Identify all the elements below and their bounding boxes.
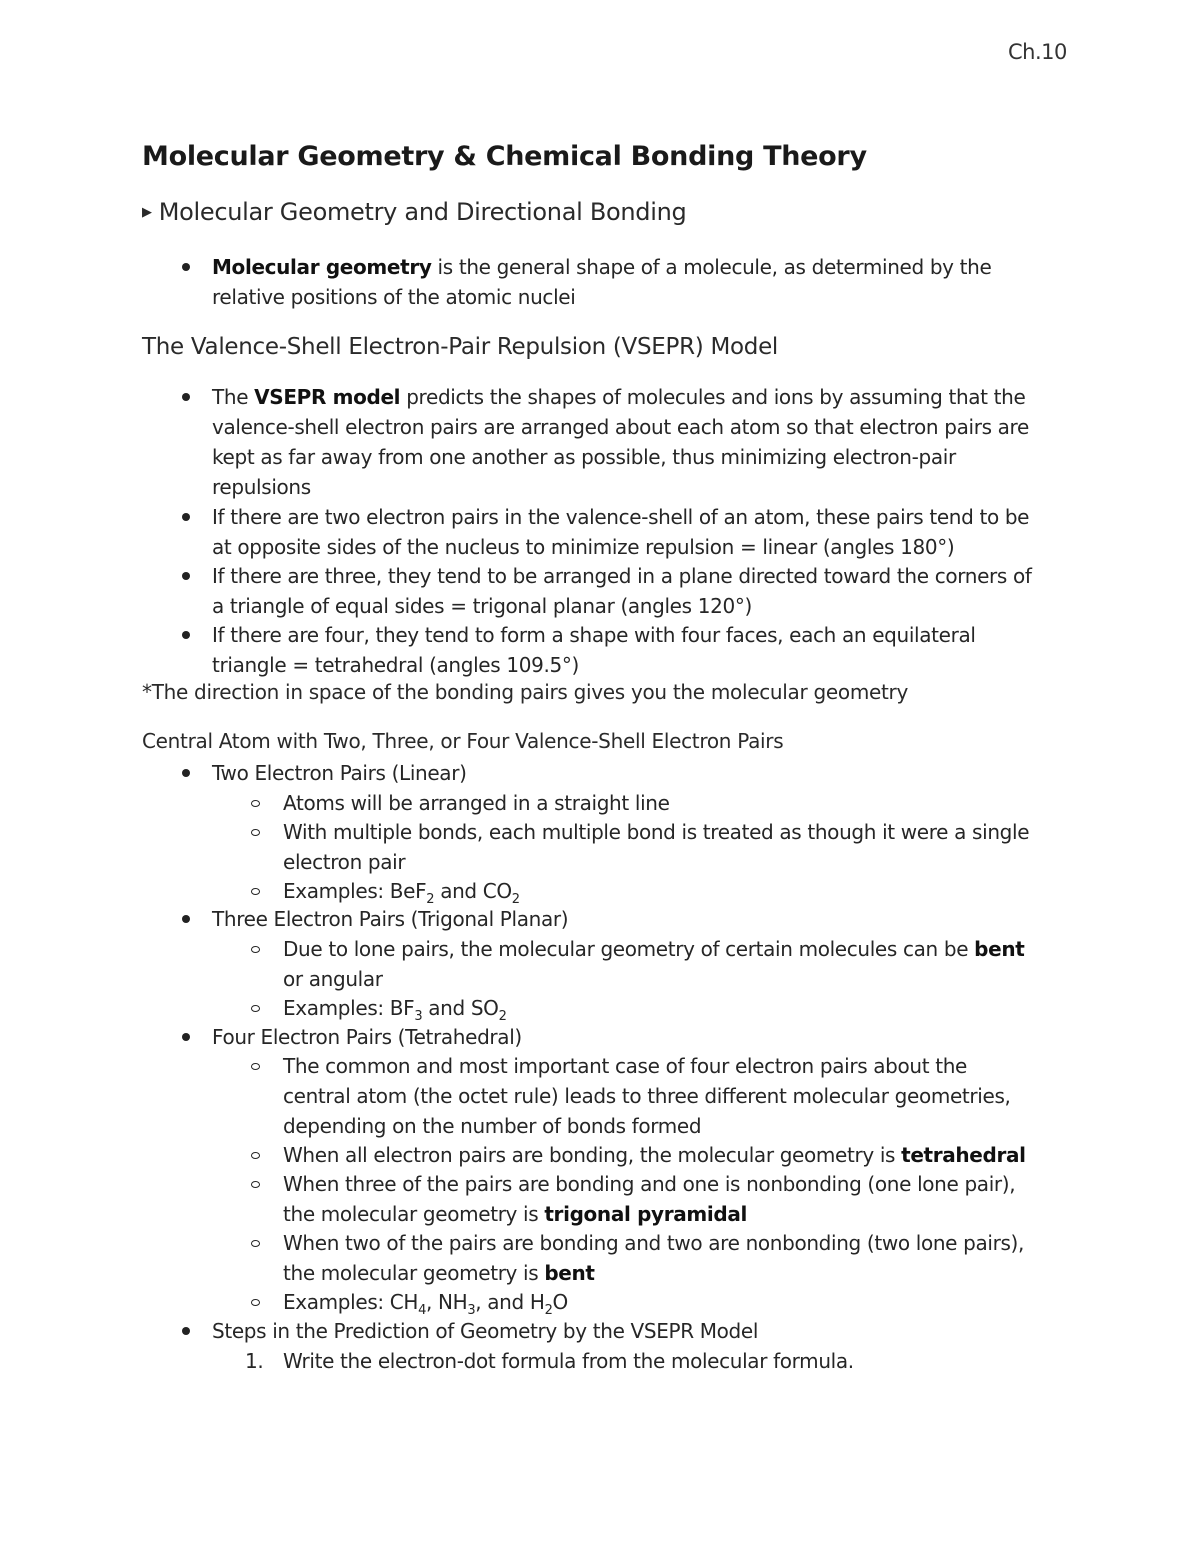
ex-text: and SO [422, 996, 499, 1020]
four-s3-text: the molecular geometry is [283, 1202, 545, 1226]
step-1-text: Write the electron-dot formula from the molecular formula. [283, 1349, 854, 1373]
toggle-label: Molecular Geometry and Directional Bonding [158, 198, 687, 226]
list-item-three-pairs [212, 561, 1032, 621]
three-s1-text: Due to lone pairs, the molecular geometry of certain molecules can be [283, 937, 975, 961]
sub-item-trigonal-pyramidal [283, 1169, 1015, 1229]
sub-item-lone-pairs [283, 934, 1024, 994]
list-item-two-pairs [212, 502, 1029, 562]
four-s4-text: the molecular geometry is [283, 1261, 545, 1285]
two-pairs-s2-line2: electron pair [283, 850, 406, 874]
sub-item-examples-tetrahedral [283, 1287, 568, 1317]
vsepr-b3-line1: If there are three, they tend to be arranged in a plane directed toward the corners of [212, 564, 1032, 588]
central-atom-heading: Central Atom with Two, Three, or Four Valence-Shell Electron Pairs [142, 729, 784, 753]
bullet-icon [182, 631, 190, 639]
ex-text: , and H [475, 1290, 545, 1314]
three-s1-line2: or angular [283, 967, 383, 991]
hollow-bullet-icon [251, 800, 260, 807]
sub-item-bent [283, 1228, 1024, 1288]
hollow-bullet-icon [251, 1299, 260, 1306]
term-molecular-geometry: Molecular geometry [212, 255, 432, 279]
ex-subscript: 3 [414, 1009, 423, 1024]
hollow-bullet-icon [251, 1240, 260, 1247]
bullet-icon [182, 263, 190, 271]
term-vsepr-model: VSEPR model [254, 385, 401, 409]
ex-subscript: 2 [511, 892, 520, 907]
four-s2-text: When all electron pairs are bonding, the molecular geometry is [283, 1143, 902, 1167]
bullet-icon [182, 513, 190, 521]
list-item-vsepr-model [212, 382, 1029, 502]
term-bent: bent [974, 937, 1025, 961]
ex-text: and CO [434, 879, 512, 903]
section-toggle[interactable] [142, 198, 686, 226]
list-item-definition [212, 252, 991, 312]
ex-subscript: 4 [418, 1303, 427, 1318]
hollow-bullet-icon [251, 1181, 260, 1188]
triangle-right-icon[interactable]: ▶ [142, 205, 152, 220]
two-pairs-s1: Atoms will be arranged in a straight line [283, 791, 670, 815]
list-item-four-electron-pairs [212, 1022, 522, 1052]
steps-label: Steps in the Prediction of Geometry by the VSEPR Model [212, 1319, 759, 1343]
ex-text: O [552, 1290, 568, 1314]
vsepr-b2-line2: at opposite sides of the nucleus to minimize repulsion = linear (angles 180°) [212, 535, 955, 559]
sub-item-examples-linear [283, 876, 520, 906]
bullet-icon [182, 1033, 190, 1041]
vsepr-b2-line1: If there are two electron pairs in the valence-shell of an atom, these pairs tend to be [212, 505, 1030, 529]
list-item-four-pairs [212, 620, 976, 680]
term-trigonal-pyramidal: trigonal pyramidal [544, 1202, 748, 1226]
ex-text: Examples: BF [283, 996, 415, 1020]
bullet-icon [182, 1327, 190, 1335]
sub-item-straight-line [283, 788, 670, 818]
vsepr-b4-line2: triangle = tetrahedral (angles 109.5°) [212, 653, 579, 677]
page-label: Ch.10 [1008, 40, 1067, 64]
ex-subscript: 2 [426, 892, 435, 907]
hollow-bullet-icon [251, 1152, 260, 1159]
four-s1-line2: central atom (the octet rule) leads to three different molecular geometries, [283, 1084, 1011, 1108]
two-pairs-label: Two Electron Pairs (Linear) [212, 761, 467, 785]
definition-text: is the general shape of a molecule, as determined by the [431, 255, 992, 279]
hollow-bullet-icon [251, 888, 260, 895]
hollow-bullet-icon [251, 829, 260, 836]
list-item-steps [212, 1316, 758, 1346]
vsepr-b1-line4: repulsions [212, 475, 311, 499]
ex-text: , NH [426, 1290, 468, 1314]
bullet-icon [182, 393, 190, 401]
definition-text-line2: relative positions of the atomic nuclei [212, 285, 576, 309]
vsepr-b4-line1: If there are four, they tend to form a shape with four faces, each an equilateral [212, 623, 976, 647]
four-s4-line1: When two of the pairs are bonding and two are nonbonding (two lone pairs), [283, 1231, 1024, 1255]
hollow-bullet-icon [251, 946, 260, 953]
three-pairs-label: Three Electron Pairs (Trigonal Planar) [212, 907, 569, 931]
hollow-bullet-icon [251, 1005, 260, 1012]
sub-item-octet-rule [283, 1051, 1011, 1141]
four-s3-line1: When three of the pairs are bonding and one is nonbonding (one lone pair), [283, 1172, 1016, 1196]
ex-subscript: 2 [544, 1303, 553, 1318]
list-number: 1. [245, 1349, 264, 1373]
ex-text: Examples: CH [283, 1290, 419, 1314]
vsepr-b3-line2: a triangle of equal sides = trigonal planar (angles 120°) [212, 594, 752, 618]
vsepr-note: *The direction in space of the bonding pairs gives you the molecular geometry [142, 680, 909, 704]
four-s1-line3: depending on the number of bonds formed [283, 1114, 702, 1138]
bullet-icon [182, 769, 190, 777]
bullet-icon [182, 572, 190, 580]
document-title: Molecular Geometry & Chemical Bonding Theory [142, 141, 867, 172]
bullet-icon [182, 915, 190, 923]
term-bent: bent [544, 1261, 595, 1285]
list-item-two-electron-pairs [212, 758, 467, 788]
ex-subscript: 2 [498, 1009, 507, 1024]
sub-item-multiple-bonds [283, 817, 1029, 877]
two-pairs-s2-line1: With multiple bonds, each multiple bond is treated as though it were a single [283, 820, 1030, 844]
sub-item-tetrahedral [283, 1140, 1026, 1170]
hollow-bullet-icon [251, 1063, 260, 1070]
numbered-item-step-1 [245, 1346, 854, 1376]
vsepr-b1-text: predicts the shapes of molecules and ions by assuming that the [400, 385, 1026, 409]
four-pairs-label: Four Electron Pairs (Tetrahedral) [212, 1025, 522, 1049]
vsepr-b1-line2: valence-shell electron pairs are arranged about each atom so that electron pairs are [212, 415, 1029, 439]
term-tetrahedral: tetrahedral [901, 1143, 1026, 1167]
ex-subscript: 3 [467, 1303, 476, 1318]
vsepr-b1-pre: The [212, 385, 255, 409]
four-s1-line1: The common and most important case of four electron pairs about the [283, 1054, 968, 1078]
vsepr-heading: The Valence-Shell Electron-Pair Repulsion (VSEPR) Model [142, 334, 779, 360]
vsepr-b1-line3: kept as far away from one another as possible, thus minimizing electron-pair [212, 445, 956, 469]
list-item-three-electron-pairs [212, 904, 568, 934]
sub-item-examples-trigonal [283, 993, 507, 1023]
ex-text: Examples: BeF [283, 879, 427, 903]
